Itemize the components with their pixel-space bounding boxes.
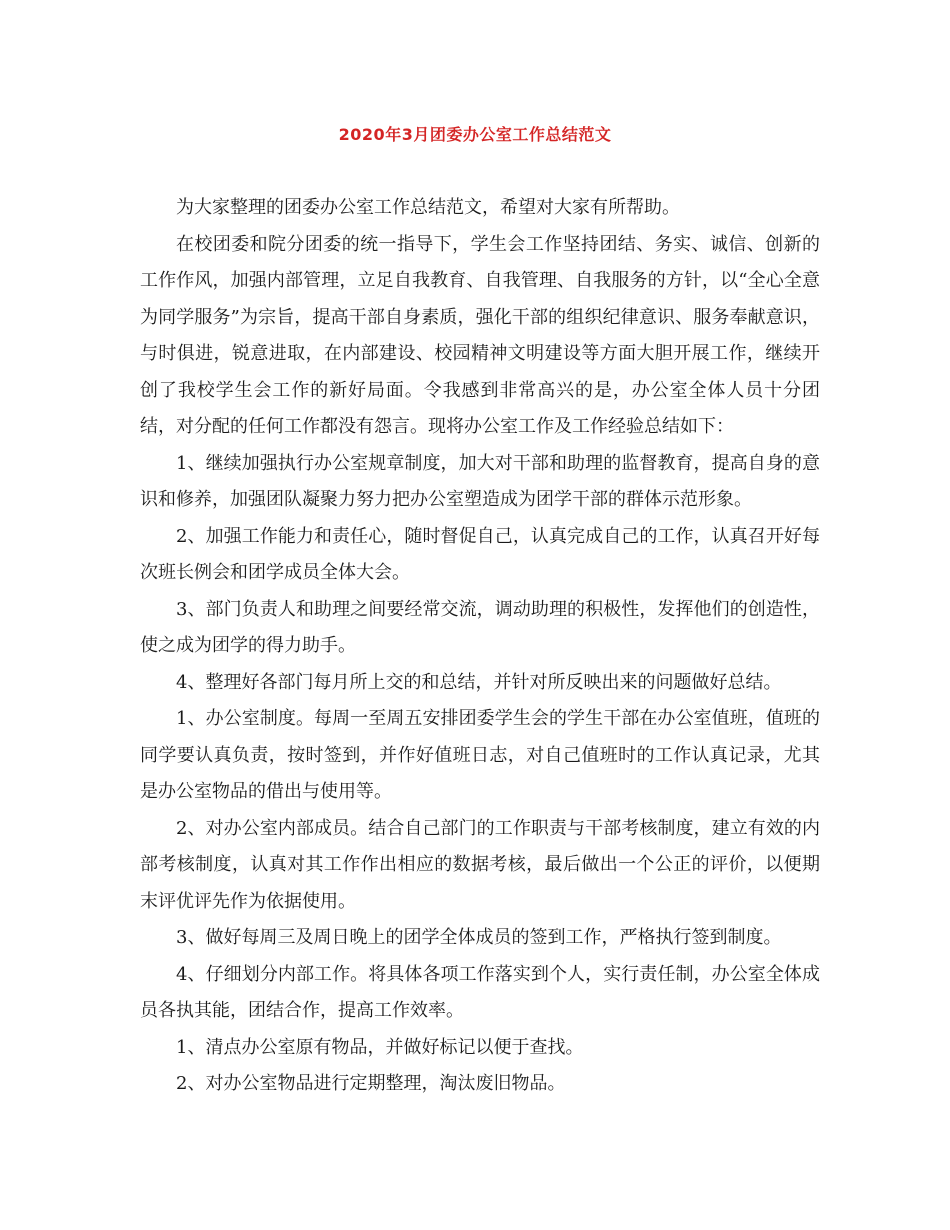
paragraph-item: 1、办公室制度。每周一至周五安排团委学生会的学生干部在办公室值班，值班的同学要认真负责，按时签到，并作好值班日志，对自己值班时的工作认真记录，尤其是办公室物品的借出与使用等。	[140, 708, 820, 802]
paragraph-item: 3、做好每周三及周日晚上的团学全体成员的签到工作，严格执行签到制度。	[176, 927, 782, 948]
document-title: 2020年3月团委办公室工作总结范文	[338, 125, 612, 144]
document-body	[140, 190, 820, 1103]
paragraph-intro: 为大家整理的团委办公室工作总结范文，希望对大家有所帮助。	[176, 197, 680, 218]
paragraph-overview: 在校团委和院分团委的统一指导下，学生会工作坚持团结、务实、诚信、创新的工作作风，加强内部管理，立足自我教育、自我管理、自我服务的方针，以“全心全意为同学服务”为宗旨，提高干部自身素质，强化干部的组织纪律意识、服务奉献意识，与时俱进，锐意进取，在内部建设、校园精神文明建设等方面大胆开展工作，继续开创了我校学生会工作的新好局面。令我感到非常高兴的是，办公室全体人员十分团结，对分配的任何工作都没有怨言。现将办公室工作及工作经验总结如下：	[140, 233, 820, 437]
paragraph-item: 4、仔细划分内部工作。将具体各项工作落实到个人，实行责任制，办公室全体成员各执其能，团结合作，提高工作效率。	[140, 963, 820, 1021]
paragraph-item: 1、继续加强执行办公室规章制度，加大对干部和助理的监督教育，提高自身的意识和修养，加强团队凝聚力努力把办公室塑造成为团学干部的群体示范形象。	[140, 452, 820, 510]
paragraph-item: 2、对办公室内部成员。结合自己部门的工作职责与干部考核制度，建立有效的内部考核制度，认真对其工作作出相应的数据考核，最后做出一个公正的评价，以便期末评优评先作为依据使用。	[140, 817, 820, 912]
paragraph-item: 2、加强工作能力和责任心，随时督促自己，认真完成自己的工作，认真召开好每次班长例会和团学成员全体大会。	[140, 525, 820, 583]
paragraph-item: 2、对办公室物品进行定期整理，淘汰废旧物品。	[176, 1073, 566, 1094]
paragraph-item: 1、清点办公室原有物品，并做好标记以便于查找。	[176, 1036, 584, 1058]
paragraph-item: 3、部门负责人和助理之间要经常交流，调动助理的积极性，发挥他们的创造性，使之成为团学的得力助手。	[140, 598, 820, 656]
paragraph-item: 4、整理好各部门每月所上交的和总结，并针对所反映出来的问题做好总结。	[176, 671, 782, 693]
